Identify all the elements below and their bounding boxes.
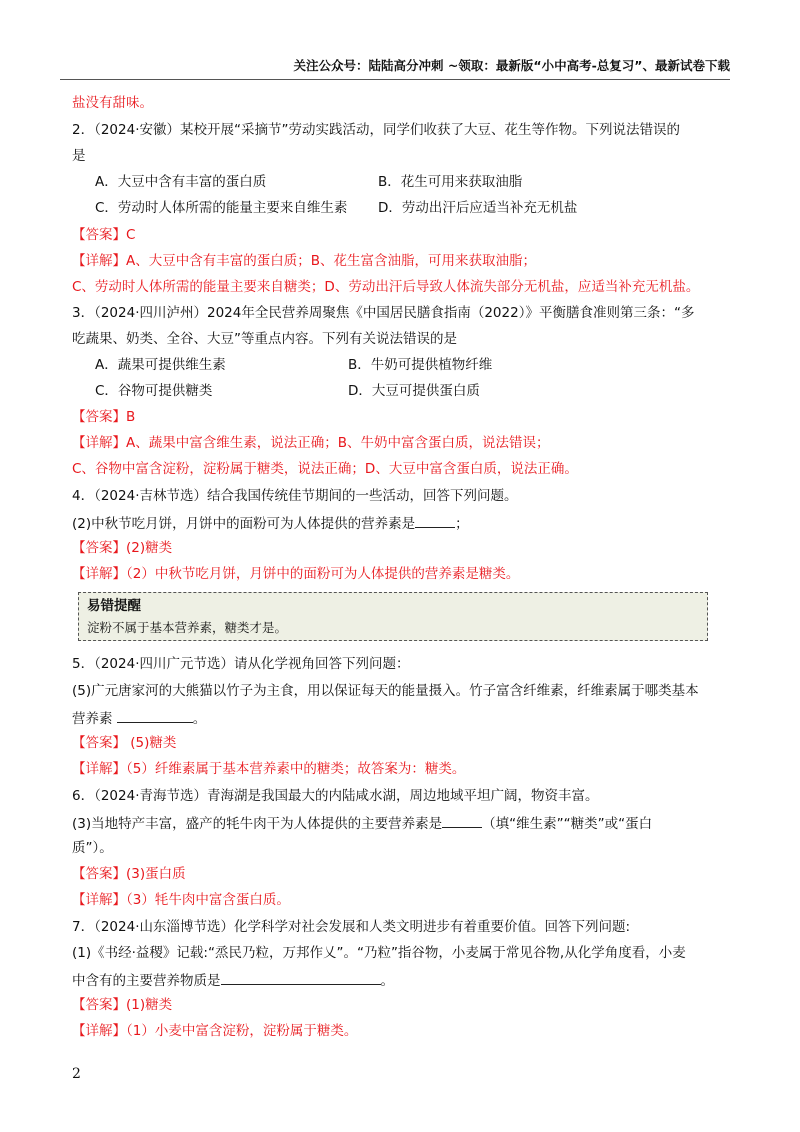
answer-blank (221, 969, 381, 985)
detail-text: （5）纤维素属于基本营养素中的糖类；故答案为：糖类。 (126, 761, 466, 777)
q3-option-a: A．蔬果可提供维生素 (95, 357, 226, 373)
error-tip-box (78, 592, 708, 641)
answer-value: B (126, 409, 136, 425)
answer-tag: 【答案】 (72, 409, 126, 425)
q3-stem-line-2: 吃蔬果、奶类、全谷、大豆”等重点内容。下列有关说法错误的是 (72, 331, 457, 347)
q4-detail (72, 564, 519, 584)
answer-value: (2)糖类 (126, 540, 173, 556)
q7-stem: 7．（2024·山东淄博节选）化学科学对社会发展和人类文明进步有着重要价值。回答下列问题: (72, 919, 631, 935)
q5-sub-text: 营养素 (72, 711, 113, 727)
tip-title: 易错提醒 (87, 598, 141, 614)
detail-text: A、大豆中含有丰富的蛋白质；B、花生富含油脂，可用来获取油脂； (126, 253, 536, 269)
detail-tag: 【详解】 (72, 435, 126, 451)
q2-detail-line-1 (72, 251, 536, 271)
answer-tag: 【答案】 (72, 735, 126, 751)
answer-value: (5)糖类 (126, 735, 177, 751)
tip-body: 淀粉不属于基本营养素，糖类才是。 (87, 620, 288, 635)
page-header: 关注公众号：陆陆高分冲刺 ~领取：最新版“小中高考-总复习”、最新试卷下载 (293, 58, 730, 73)
q6-detail (72, 890, 290, 910)
q3-option-b: B．牛奶可提供植物纤维 (348, 357, 493, 373)
q3-option-d: D．大豆可提供蛋白质 (348, 383, 480, 399)
q5-sub-end: 。 (192, 711, 207, 727)
q2-detail-line-2: C、劳动时人体所需的能量主要来自糖类；D、劳动出汗后导致人体流失部分无机盐，应适当补充无机盐。 (72, 279, 700, 295)
detail-text: （1）小麦中富含淀粉，淀粉属于糖类。 (126, 1023, 358, 1039)
q7-sub-line-1: (1)《书经·益稷》记载:“烝民乃粒，万邦作乂”。“乃粒”指谷物，小麦属于常见谷物,从化学角度看，小麦 (72, 945, 686, 961)
detail-tag: 【详解】 (72, 253, 126, 269)
detail-text: （3）牦牛肉中富含蛋白质。 (126, 892, 290, 908)
answer-tag: 【答案】 (72, 866, 126, 882)
q4-sub-text: (2)中秋节吃月饼，月饼中的面粉可为人体提供的营养素是 (72, 516, 416, 532)
q4-sub-end: ； (455, 516, 469, 532)
q5-detail (72, 759, 465, 779)
q3-stem-line-1: 3．（2024·四川泸州）2024年全民营养周聚焦《中国居民膳食指南（2022）》平衡膳食准则第三条：“多 (72, 305, 695, 321)
q6-sub-choices: （填“维生素”“糖类”或“蛋白 (482, 816, 653, 832)
q7-sub-end: 。 (380, 973, 394, 989)
answer-value: (1)糖类 (126, 997, 173, 1013)
q4-answer (72, 538, 172, 558)
page-number: 2 (72, 1066, 81, 1082)
q3-detail-line-1 (72, 433, 550, 453)
q2-option-d: D．劳动出汗后应适当补充无机盐 (378, 200, 578, 216)
q7-answer (72, 995, 172, 1015)
answer-value: C (126, 227, 136, 243)
q3-option-c: C．谷物可提供糖类 (95, 383, 213, 399)
answer-value: (3)蛋白质 (126, 866, 186, 882)
q6-sub-line-1 (72, 812, 652, 834)
q4-stem: 4．（2024·吉林节选）结合我国传统佳节期间的一些活动，回答下列问题。 (72, 488, 518, 504)
answer-tag: 【答案】 (72, 227, 126, 243)
detail-tag: 【详解】 (72, 1023, 126, 1039)
q6-stem: 6．（2024·青海节选）青海湖是我国最大的内陆咸水湖，周边地域平坦广阔，物资丰富。 (72, 788, 599, 804)
q7-sub-text: 中含有的主要营养物质是 (72, 973, 221, 989)
answer-blank (415, 512, 455, 528)
q2-option-b: B．花生可用来获取油脂 (378, 174, 523, 190)
q2-stem-line-1: 2．（2024·安徽）某校开展“采摘节”劳动实践活动，同学们收获了大豆、花生等作物。下列说法错误的 (72, 122, 680, 138)
header-rule (60, 79, 730, 80)
detail-tag: 【详解】 (72, 892, 126, 908)
detail-text: A、蔬果中富含维生素，说法正确；B、牛奶中富含蛋白质，说法错误； (126, 435, 550, 451)
q7-sub-line-2 (72, 969, 394, 991)
q5-stem: 5．（2024·四川广元节选）请从化学视角回答下列问题： (72, 656, 410, 672)
q4-sub-question (72, 512, 469, 534)
q6-sub-text: (3)当地特产丰富，盛产的牦牛肉干为人体提供的主要营养素是 (72, 816, 443, 832)
q2-stem-line-2: 是 (72, 148, 86, 164)
q5-answer (72, 733, 176, 753)
detail-tag: 【详解】 (72, 761, 126, 777)
answer-blank (117, 707, 193, 723)
answer-tag: 【答案】 (72, 540, 126, 556)
q2-answer (72, 225, 135, 245)
q6-sub-line-2: 质”）。 (72, 840, 113, 856)
intro-line: 盐没有甜味。 (72, 95, 153, 111)
q2-option-a: A．大豆中含有丰富的蛋白质 (95, 174, 267, 190)
q6-answer (72, 864, 186, 884)
q3-answer (72, 407, 135, 427)
answer-tag: 【答案】 (72, 997, 126, 1013)
q7-detail (72, 1021, 357, 1041)
detail-text: （2）中秋节吃月饼，月饼中的面粉可为人体提供的营养素是糖类。 (126, 566, 520, 582)
answer-blank (442, 812, 482, 828)
q5-sub-line-2 (72, 707, 206, 729)
q3-detail-line-2: C、谷物中富含淀粉，淀粉属于糖类，说法正确；D、大豆中富含蛋白质，说法正确。 (72, 461, 578, 477)
q2-option-c: C．劳动时人体所需的能量主要来自维生素 (95, 200, 348, 216)
detail-tag: 【详解】 (72, 566, 126, 582)
q5-sub-line-1: (5)广元唐家河的大熊猫以竹子为主食，用以保证每天的能量摄入。竹子富含纤维素，纤维素属于哪类基本 (72, 683, 699, 699)
